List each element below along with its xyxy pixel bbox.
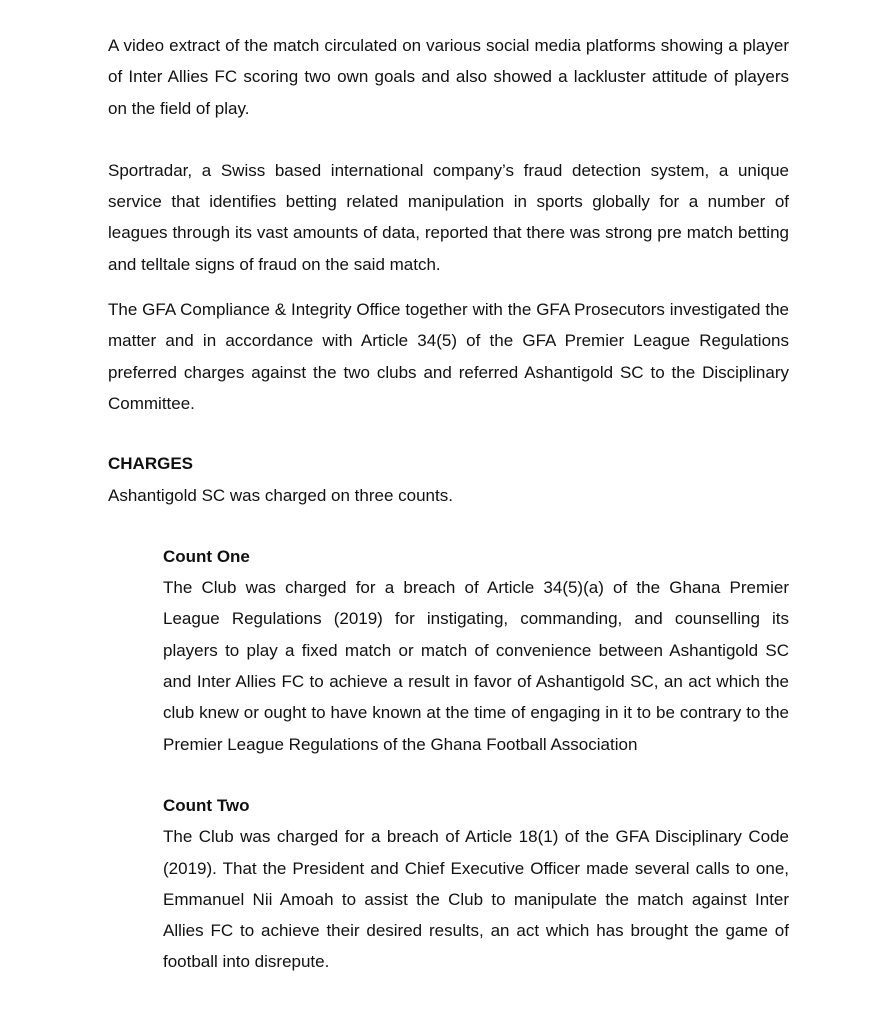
count-one-title: Count One: [163, 546, 250, 566]
count-two-section: [163, 790, 789, 978]
paragraph-video-extract: A video extract of the match circulated on various social media platforms showing a player of Inter Allies FC scoring two own goals and also showed a lackluster attitude of players on the field of play.: [108, 36, 789, 118]
charges-intro: Ashantigold SC was charged on three counts.: [108, 485, 453, 505]
paragraph-sportradar: Sportradar, a Swiss based international company’s fraud detection system, a unique service that identifies betting related manipulation in sports globally for a number of leagues through its vast amounts of data, reported that there was strong pre match betting and telltale signs of fraud on the said match.: [108, 160, 789, 274]
count-one-text: The Club was charged for a breach of Article 34(5)(a) of the Ghana Premier League Regulations (2019) for instigating, commanding, and counselling its players to play a fixed match or match of convenience between Ashantigold SC and Inter Allies FC to achieve a result in favor of Ashantigold SC, an act which the club knew or ought to have known at the time of engaging in it to be contrary to the Premier League Regulations of the Ghana Football Association: [163, 578, 789, 754]
count-one-section: [163, 541, 789, 760]
charges-heading: CHARGES: [108, 454, 194, 474]
count-two-text: The Club was charged for a breach of Article 18(1) of the GFA Disciplinary Code (2019). That the President and Chief Executive Officer made several calls to one, Emmanuel Nii Amoah to assist the Club to manipulate the match against Inter Allies FC to achieve their desired results, an act which has brought the game of football into disrepute.: [163, 827, 789, 972]
paragraph-gfa-compliance: The GFA Compliance & Integrity Office together with the GFA Prosecutors investigated the matter and in accordance with Article 34(5) of the GFA Premier League Regulations preferred charges against the two clubs and referred Ashantigold SC to the Disciplinary Committee.: [108, 300, 789, 413]
document-page: [108, 30, 789, 978]
count-two-title: Count Two: [163, 795, 250, 815]
